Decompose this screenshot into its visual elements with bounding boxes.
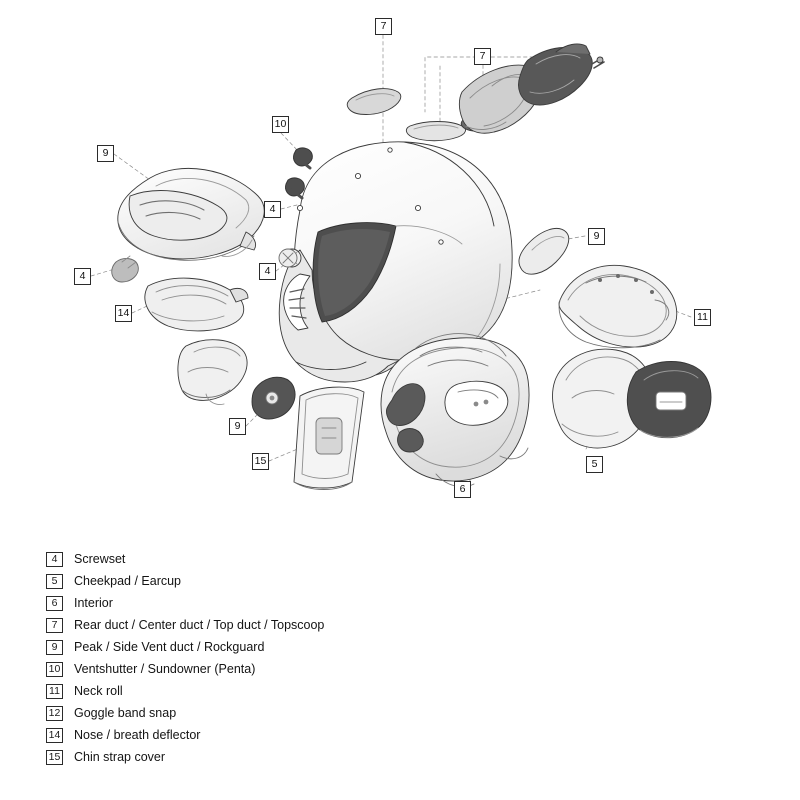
callout-7-right: 7: [474, 48, 491, 65]
legend-number: 5: [46, 574, 63, 589]
chin-strap-cover-part: [294, 387, 364, 489]
legend-label: Rear duct / Center duct / Top duct / Topscoop: [74, 618, 325, 632]
legend-item: [46, 702, 566, 724]
legend-item: [46, 680, 566, 702]
callout-4-mid: 4: [259, 263, 276, 280]
callout-11: 11: [694, 309, 711, 326]
callout-9-left: 9: [97, 145, 114, 162]
callout-5: 5: [586, 456, 603, 473]
legend-number: 6: [46, 596, 63, 611]
legend-number: 10: [46, 662, 63, 677]
legend-number: 7: [46, 618, 63, 633]
legend-label: Cheekpad / Earcup: [74, 574, 182, 588]
callout-9-lower: 9: [229, 418, 246, 435]
legend-item: [46, 592, 566, 614]
legend-item: [46, 746, 566, 768]
callout-4-left: 4: [74, 268, 91, 285]
legend-item: [46, 614, 566, 636]
legend-number: 14: [46, 728, 63, 743]
legend-label: Chin strap cover: [74, 750, 166, 764]
callout-15: 15: [252, 453, 269, 470]
cheekpad-earcup-parts: [553, 349, 711, 448]
callout-4-upper: 4: [264, 201, 281, 218]
callout-10: 10: [272, 116, 289, 133]
legend-label: Interior: [74, 596, 113, 610]
legend-item: [46, 724, 566, 746]
goggle-band-snap-part: [252, 377, 295, 419]
legend-number: 12: [46, 706, 63, 721]
legend-label: Neck roll: [74, 684, 123, 698]
breath-deflector-part: [145, 278, 248, 331]
legend-label: Nose / breath deflector: [74, 728, 201, 742]
top-duct-part: [347, 89, 401, 115]
callout-6: 6: [454, 481, 471, 498]
interior-liner-part: [381, 334, 529, 487]
legend-label: Screwset: [74, 552, 126, 566]
legend-label: Ventshutter / Sundowner (Penta): [74, 662, 256, 676]
neck-roll-part: [559, 265, 677, 347]
peak-part: [118, 168, 264, 260]
legend-label: Goggle band snap: [74, 706, 177, 720]
legend-item: [46, 548, 566, 570]
legend-item: [46, 636, 566, 658]
legend-number: 15: [46, 750, 63, 765]
legend-label: Peak / Side Vent duct / Rockguard: [74, 640, 265, 654]
callout-14: 14: [115, 305, 132, 322]
callout-9-right: 9: [588, 228, 605, 245]
legend-number: 9: [46, 640, 63, 655]
legend-number: 11: [46, 684, 63, 699]
legend-item: [46, 570, 566, 592]
legend-number: 4: [46, 552, 63, 567]
legend-item: [46, 658, 566, 680]
rockguard-part: [178, 340, 247, 405]
callout-7-top: 7: [375, 18, 392, 35]
legend: [46, 548, 566, 768]
side-vent-duct-part: [519, 228, 569, 274]
